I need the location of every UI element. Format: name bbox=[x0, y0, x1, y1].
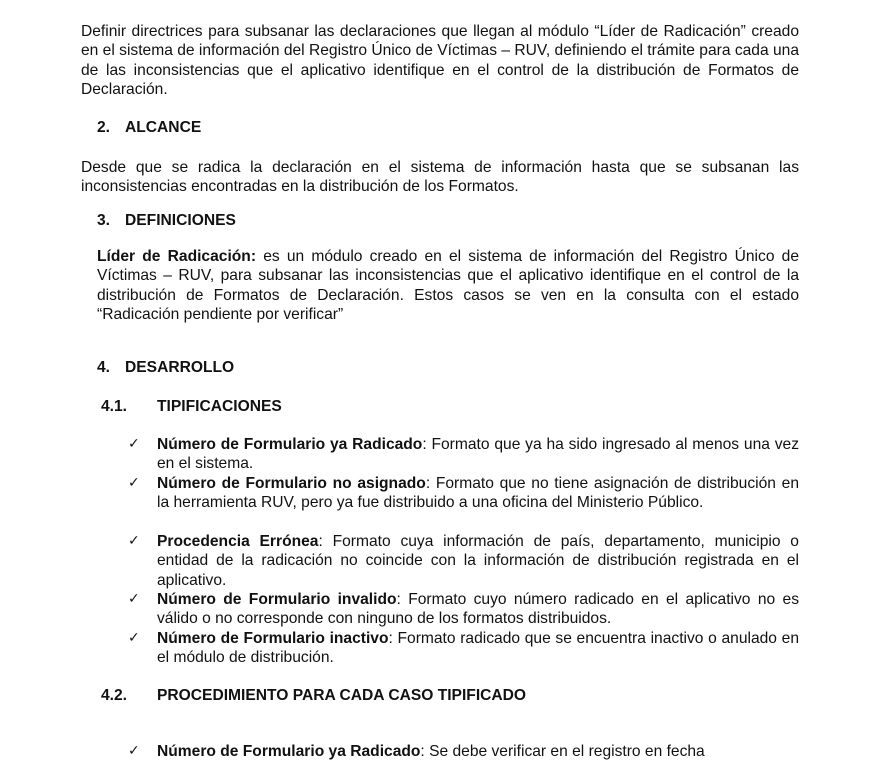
check-icon: ✓ bbox=[128, 630, 140, 646]
section-4-title: DESARROLLO bbox=[125, 359, 235, 376]
item-term: Número de Formulario no asignado bbox=[157, 475, 426, 492]
list-item bbox=[157, 590, 799, 629]
list-item bbox=[157, 532, 799, 590]
check-icon: ✓ bbox=[128, 533, 140, 549]
definition-text: es un módulo creado en el sistema de información del Registro Único de Víctimas – RUV, para subsanar las inconsistencias que el aplicativo identifique en el control de la distribución de Formatos de Declaración. Estos casos se ven en la consulta con el estado “Radicación pendiente por verificar” bbox=[97, 248, 799, 324]
section-2-title: ALCANCE bbox=[125, 119, 202, 136]
section-4-2-title: PROCEDIMIENTO PARA CADA CASO TIPIFICADO bbox=[157, 687, 527, 704]
definition-term: Líder de Radicación: bbox=[97, 248, 257, 265]
section-3-number: 3. bbox=[97, 212, 111, 229]
item-term: Número de Formulario inactivo bbox=[157, 630, 389, 647]
section-2-number: 2. bbox=[97, 119, 111, 136]
list-item bbox=[157, 474, 799, 513]
item-text: : Formato cuya información de país, departamento, municipio o entidad de la radicación no coincide con la información de distribución registrada en el aplicativo. bbox=[157, 533, 799, 589]
section-4-1-title: TIPIFICACIONES bbox=[157, 398, 282, 415]
item-term: Procedencia Errónea bbox=[157, 533, 319, 550]
item-text: : Formato radicado que se encuentra inactivo o anulado en el módulo de distribución. bbox=[157, 630, 799, 667]
section-3-title: DEFINICIONES bbox=[125, 212, 236, 229]
item-text: : Formato que ya ha sido ingresado al menos una vez en el sistema. bbox=[157, 436, 799, 473]
section-4-2-number: 4.2. bbox=[101, 687, 128, 704]
cut-off-line bbox=[0, 737, 886, 760]
section-4-number: 4. bbox=[97, 359, 111, 376]
cut-off-rest: : Se debe verificar en el registro en fecha bbox=[420, 743, 705, 760]
list-item bbox=[157, 629, 799, 668]
definition-paragraph bbox=[97, 247, 799, 325]
item-term: Número de Formulario invalido bbox=[157, 591, 397, 608]
cut-off-text bbox=[157, 742, 705, 761]
check-icon: ✓ bbox=[128, 743, 140, 759]
list-item bbox=[157, 435, 799, 474]
cut-off-term: Número de Formulario ya Radicado bbox=[157, 743, 421, 760]
check-icon: ✓ bbox=[128, 475, 140, 491]
item-text: : Formato que no tiene asignación de distribución en la herramienta RUV, pero ya fue distribuido a una oficina del Ministerio Público. bbox=[157, 475, 799, 512]
check-icon: ✓ bbox=[128, 591, 140, 607]
section-4-1-number: 4.1. bbox=[101, 398, 128, 415]
item-text: : Formato cuyo número radicado en el aplicativo no es válido o no corresponde con ninguno de los formatos distribuidos. bbox=[157, 591, 799, 628]
item-term: Número de Formulario ya Radicado bbox=[157, 436, 423, 453]
check-icon: ✓ bbox=[128, 436, 140, 452]
objective-paragraph: Definir directrices para subsanar las declaraciones que llegan al módulo “Líder de Radicación” creado en el sistema de información del Registro Único de Víctimas – RUV, definiendo el trámite para cada una de las inconsistencias que el aplicativo identifique en el control de la distribución de Formatos de Declaración. bbox=[81, 23, 799, 99]
scope-paragraph: Desde que se radica la declaración en el sistema de información hasta que se subsanan las inconsistencias encontradas en la distribución de los Formatos. bbox=[81, 159, 799, 196]
